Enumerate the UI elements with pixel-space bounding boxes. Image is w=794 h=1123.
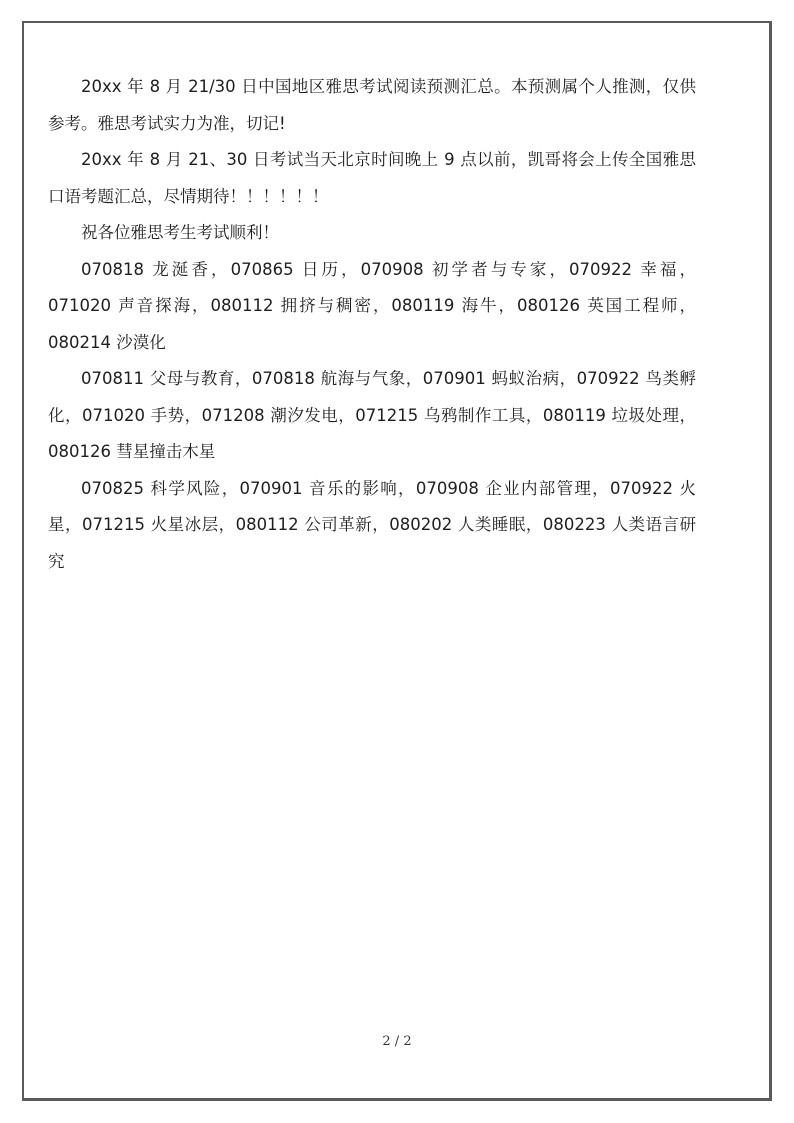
paragraph-speaking-topics-notice: 20xx 年 8 月 21、30 日考试当天北京时间晚上 9 点以前，凯哥将会上传全国雅思口语考题汇总，尽情期待！！！！！！	[48, 150, 696, 206]
paragraph-topic-list-1: 070818 龙涎香，070865 日历，070908 初学者与专家，070922 幸福，071020 声音探海，080112 拥挤与稠密，080119 海牛，080126 英国工程师，080214 沙漠化	[48, 259, 696, 352]
document-body	[48, 69, 696, 580]
paragraph-topic-list-3: 070825 科学风险，070901 音乐的影响，070908 企业内部管理，070922 火星，071215 火星冰层，080112 公司革新，080202 人类睡眠，080223 人类语言研究	[48, 478, 696, 571]
paragraph-topic-list-2: 070811 父母与教育，070818 航海与气象，070901 蚂蚁治病，070922 鸟类孵化，071020 手势，071208 潮汐发电，071215 乌鸦制作工具，080119 垃圾处理，080126 彗星撞击木星	[48, 369, 696, 461]
paragraph-exam-forecast-intro: 20xx 年 8 月 21/30 日中国地区雅思考试阅读预测汇总。本预测属个人推测，仅供参考。雅思考试实力为准，切记!	[48, 77, 696, 133]
paragraph-good-luck: 祝各位雅思考生考试顺利！	[81, 223, 279, 242]
page-number: 2 / 2	[382, 1034, 412, 1049]
